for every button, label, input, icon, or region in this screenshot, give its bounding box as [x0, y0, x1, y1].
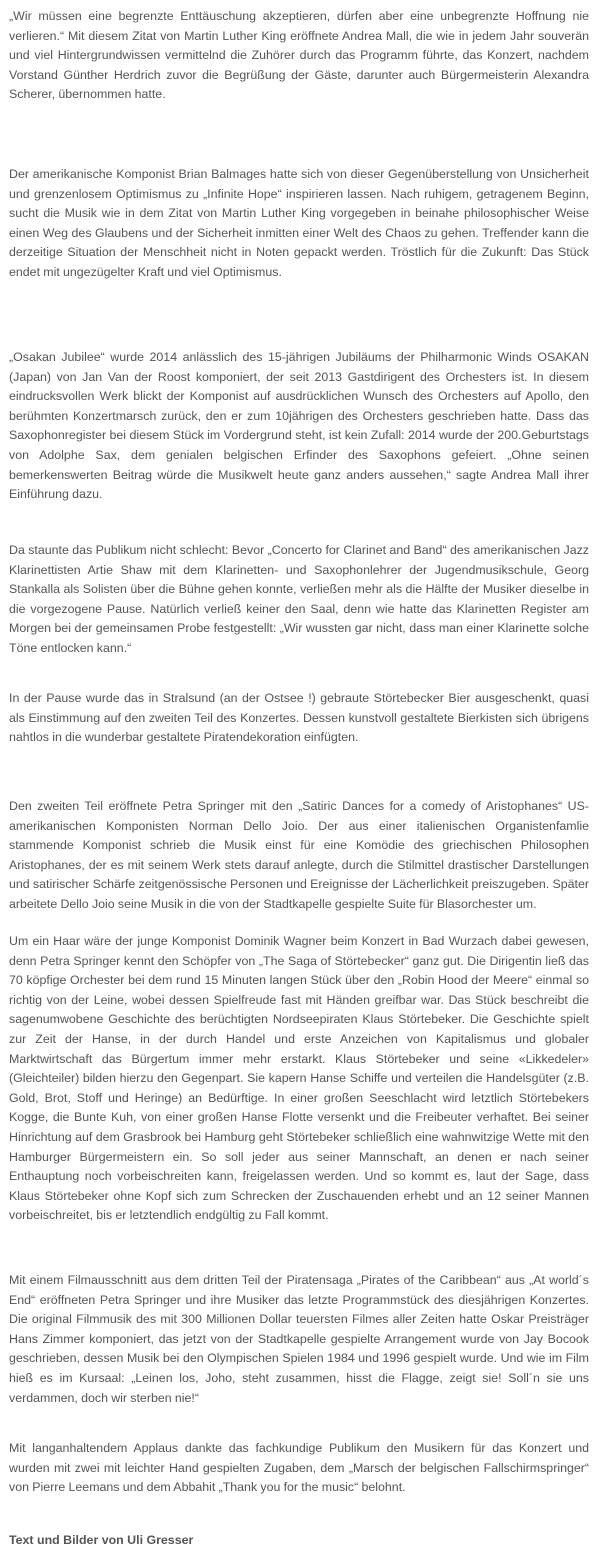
paragraph-pause: In der Pause wurde das in Stralsund (an der Ostsee !) gebraute Störtebecker Bier ausgeschenkt, quasi als Einstimmung auf den zweiten Teil des Konzertes. Dessen kunstvoll gestaltete Bierkisten sich übrigens nahtlos in die wunderbar gestaltete Piratendekoration einfügten. [9, 691, 589, 745]
paragraph-osakan-jubilee: „Osakan Jubilee“ wurde 2014 anlässlich des 15-jährigen Jubiläums der Philharmonic Winds OSAKAN (Japan) von Jan Van der Roost komponiert, der seit 2013 Gastdirigent des Orchesters ist. In diesem eindrucksvollen Werk blickt der Komponist auf ausdrücklichen Wunsch des Orchesters auf Apollo, den berühmten Konzertmarsch zurück, den er zum 10jährigen des Orchesters geschrieben hatte. Dass das Saxophonregister bei diesem Stück im Vordergrund steht, ist kein Zufall: 2014 wurde der 200.Geburtstags von Adolphe Sax, dem genialen belgischen Erfinder des Saxophons gefeiert. „Ohne seinen bemerkenswerten Beitrag würde die Musikwelt heute ganz anders aussehen,“ sagte Andrea Mall ihrer Einführung dazu. [9, 350, 589, 502]
paragraph-infinite-hope: Der amerikanische Komponist Brian Balmages hatte sich von dieser Gegenüberstellung von Unsicherheit und grenzenlosem Optimismus zu „Infinite Hope“ inspirieren lassen. Nach ruhigem, getragenem Beginn, sucht die Musik wie in dem Zitat von Martin Luther King vorgegeben in beinahe philosophischer Weise einen Weg des Glaubens und der Sicherheit inmitten einer Welt des Chaos zu gehen. Treffender kann die derzeitige Situation der Menschheit nicht in Noten gepackt werden. Tröstlich für die Zukunft: Das Stück endet mit ungezügelter Kraft und viel Optimismus. [9, 167, 589, 279]
paragraph-intro: „Wir müssen eine begrenzte Enttäuschung akzeptieren, dürfen aber eine unbegrenzte Hoffnung nie verlieren.“ Mit diesem Zitat von Martin Luther King eröffnete Andrea Mall, die wie in jedem Jahr souverän und viel Hintergrundwissen vermittelnd die Zuhörer durch das Programm führte, das Konzert, nachdem Vorstand Günther Herdrich zuvor die Begrüßung der Gäste, darunter auch Bürgermeisterin Alexandra Scherer, übernommen hatte. [9, 9, 589, 102]
paragraph-applause: Mit langanhaltendem Applaus dankte das fachkundige Publikum den Musikern für das Konzert und wurden mit zwei mit leichter Hand gespielten Zugaben, dem „Marsch der belgischen Fallschirmspringer“ von Pierre Leemans und dem Abbahit „Thank you for the music“ belohnt. [9, 1441, 589, 1495]
paragraph-stoertebecker: Um ein Haar wäre der junge Komponist Dominik Wagner beim Konzert in Bad Wurzach dabei gewesen, denn Petra Springer kennt den Schöpfer von „The Saga of Störtebecker“ ganz gut. Die Dirigentin ließ das 70 köpfige Orchester bei dem rund 15 Minuten langen Stück über den „Robin Hood der Meere“ einmal so richtig von der Leine, wobei dessen Spielfreude fast mit Händen greifbar war. Das Stück beschreibt die sagenumwobene Geschichte des berüchtigten Nordseepiraten Klaus Störtebeker. Die Geschichte spielt zur Zeit der Hanse, in der durch Handel und erste Anzeichen von Kapitalismus und globaler Marktwirtschaft das Bürgertum immer mehr erstarkt. Klaus Störtebeker und seine «Likkedeler» (Gleichteiler) bilden hierzu den Gegenpart. Sie kapern Hanse Schiffe und verteilen die Handelsgüter (z.B. Gold, Brot, Stoff und Heringe) an Bedürftige. In einer großen Seeschlacht wird letztlich Störtebekers Kogge, die Bunte Kuh, von einer großen Hanse Flotte versenkt und die Freibeuter verhaftet. Bei seiner Hinrichtung auf dem Grasbrook bei Hamburg geht Störtebeker schließlich eine wahnwitzige Wette mit den Hamburger Bürgermeistern ein. So soll jeder aus seiner Mannschaft, an denen er nach seiner Enthauptung noch vorbeischreiten kann, freigelassen werden. Und so kommt es, laut der Sage, dass Klaus Störtebeker ohne Kopf sich zum Schrecken der Zuschauenden erhebt und an 12 seiner Mannen vorbeischreitet, bis er letztendlich endgültig zu Fall kommt. [9, 934, 589, 1223]
paragraph-satiric-dances: Den zweiten Teil eröffnete Petra Springer mit den „Satiric Dances for a comedy of Aristophanes“ US-amerikanischen Komponisten Norman Dello Joio. Der aus einer italienischen Organistenfamlie stammende Komponist schrieb die Musik einst für eine Komödie des griechischen Philosophen Aristophanes, der es mit seinem Werk stets darauf anlegte, durch die Stilmittel drastischer Darstellungen und satirischer Schärfe zeitgenössische Personen und Ereignisse der Lächerlichkeit preiszugeben. Später arbeitete Dello Joio seine Musik in die von der Stadtkapelle gespielte Suite für Blasorchester um. [9, 799, 590, 911]
paragraph-pirates: Mit einem Filmausschnitt aus dem dritten Teil der Piratensaga „Pirates of the Caribbean“ aus „At world´s End“ eröffneten Petra Springer und ihre Musiker das letzte Programmstück des diesjährigen Konzertes. Die original Filmmusik des mit 300 Millionen Dollar teuersten Filmes aller Zeiten hatte Oskar Preisträger Hans Zimmer komponiert, das jetzt von der Stadtkapelle gespielte Arrangement wurde von Jay Bocook geschrieben, dessen Musik bei den Olympischen Spielen 1984 und 1996 gespielt wurde. Und wie im Film hieß es im Kursaal: „Leinen los, Joho, steht zusammen, hisst die Flagge, zeigt sie! Soll´n sie uns verdammen, doch wir sterben nie!“ [9, 1273, 589, 1405]
paragraph-pirates-clip [9, 1271, 589, 1405]
paragraph-clarinet-concerto: Da staunte das Publikum nicht schlecht: Bevor „Concerto for Clarinet and Band“ des amerikanischen Jazz Klarinettisten Artie Shaw mit dem Klarinetten- und Saxophonlehrer der Jugendmusikschule, Georg Stankalla als Solisten über die Bühne gehen konnte, verließen mehr als die Hälfte der Musiker dieselbe in die vorgezogene Pause. Natürlich verließ keiner den Saal, denn wie hatte das Klarinetten Register am Morgen bei der gemeinsamen Probe festgestellt: „Wir wussten gar nicht, dass man einer Klarinette solche Töne entlocken kann.“ [9, 543, 589, 655]
author-credit: Text und Bilder von Uli Gresser [9, 1533, 194, 1547]
